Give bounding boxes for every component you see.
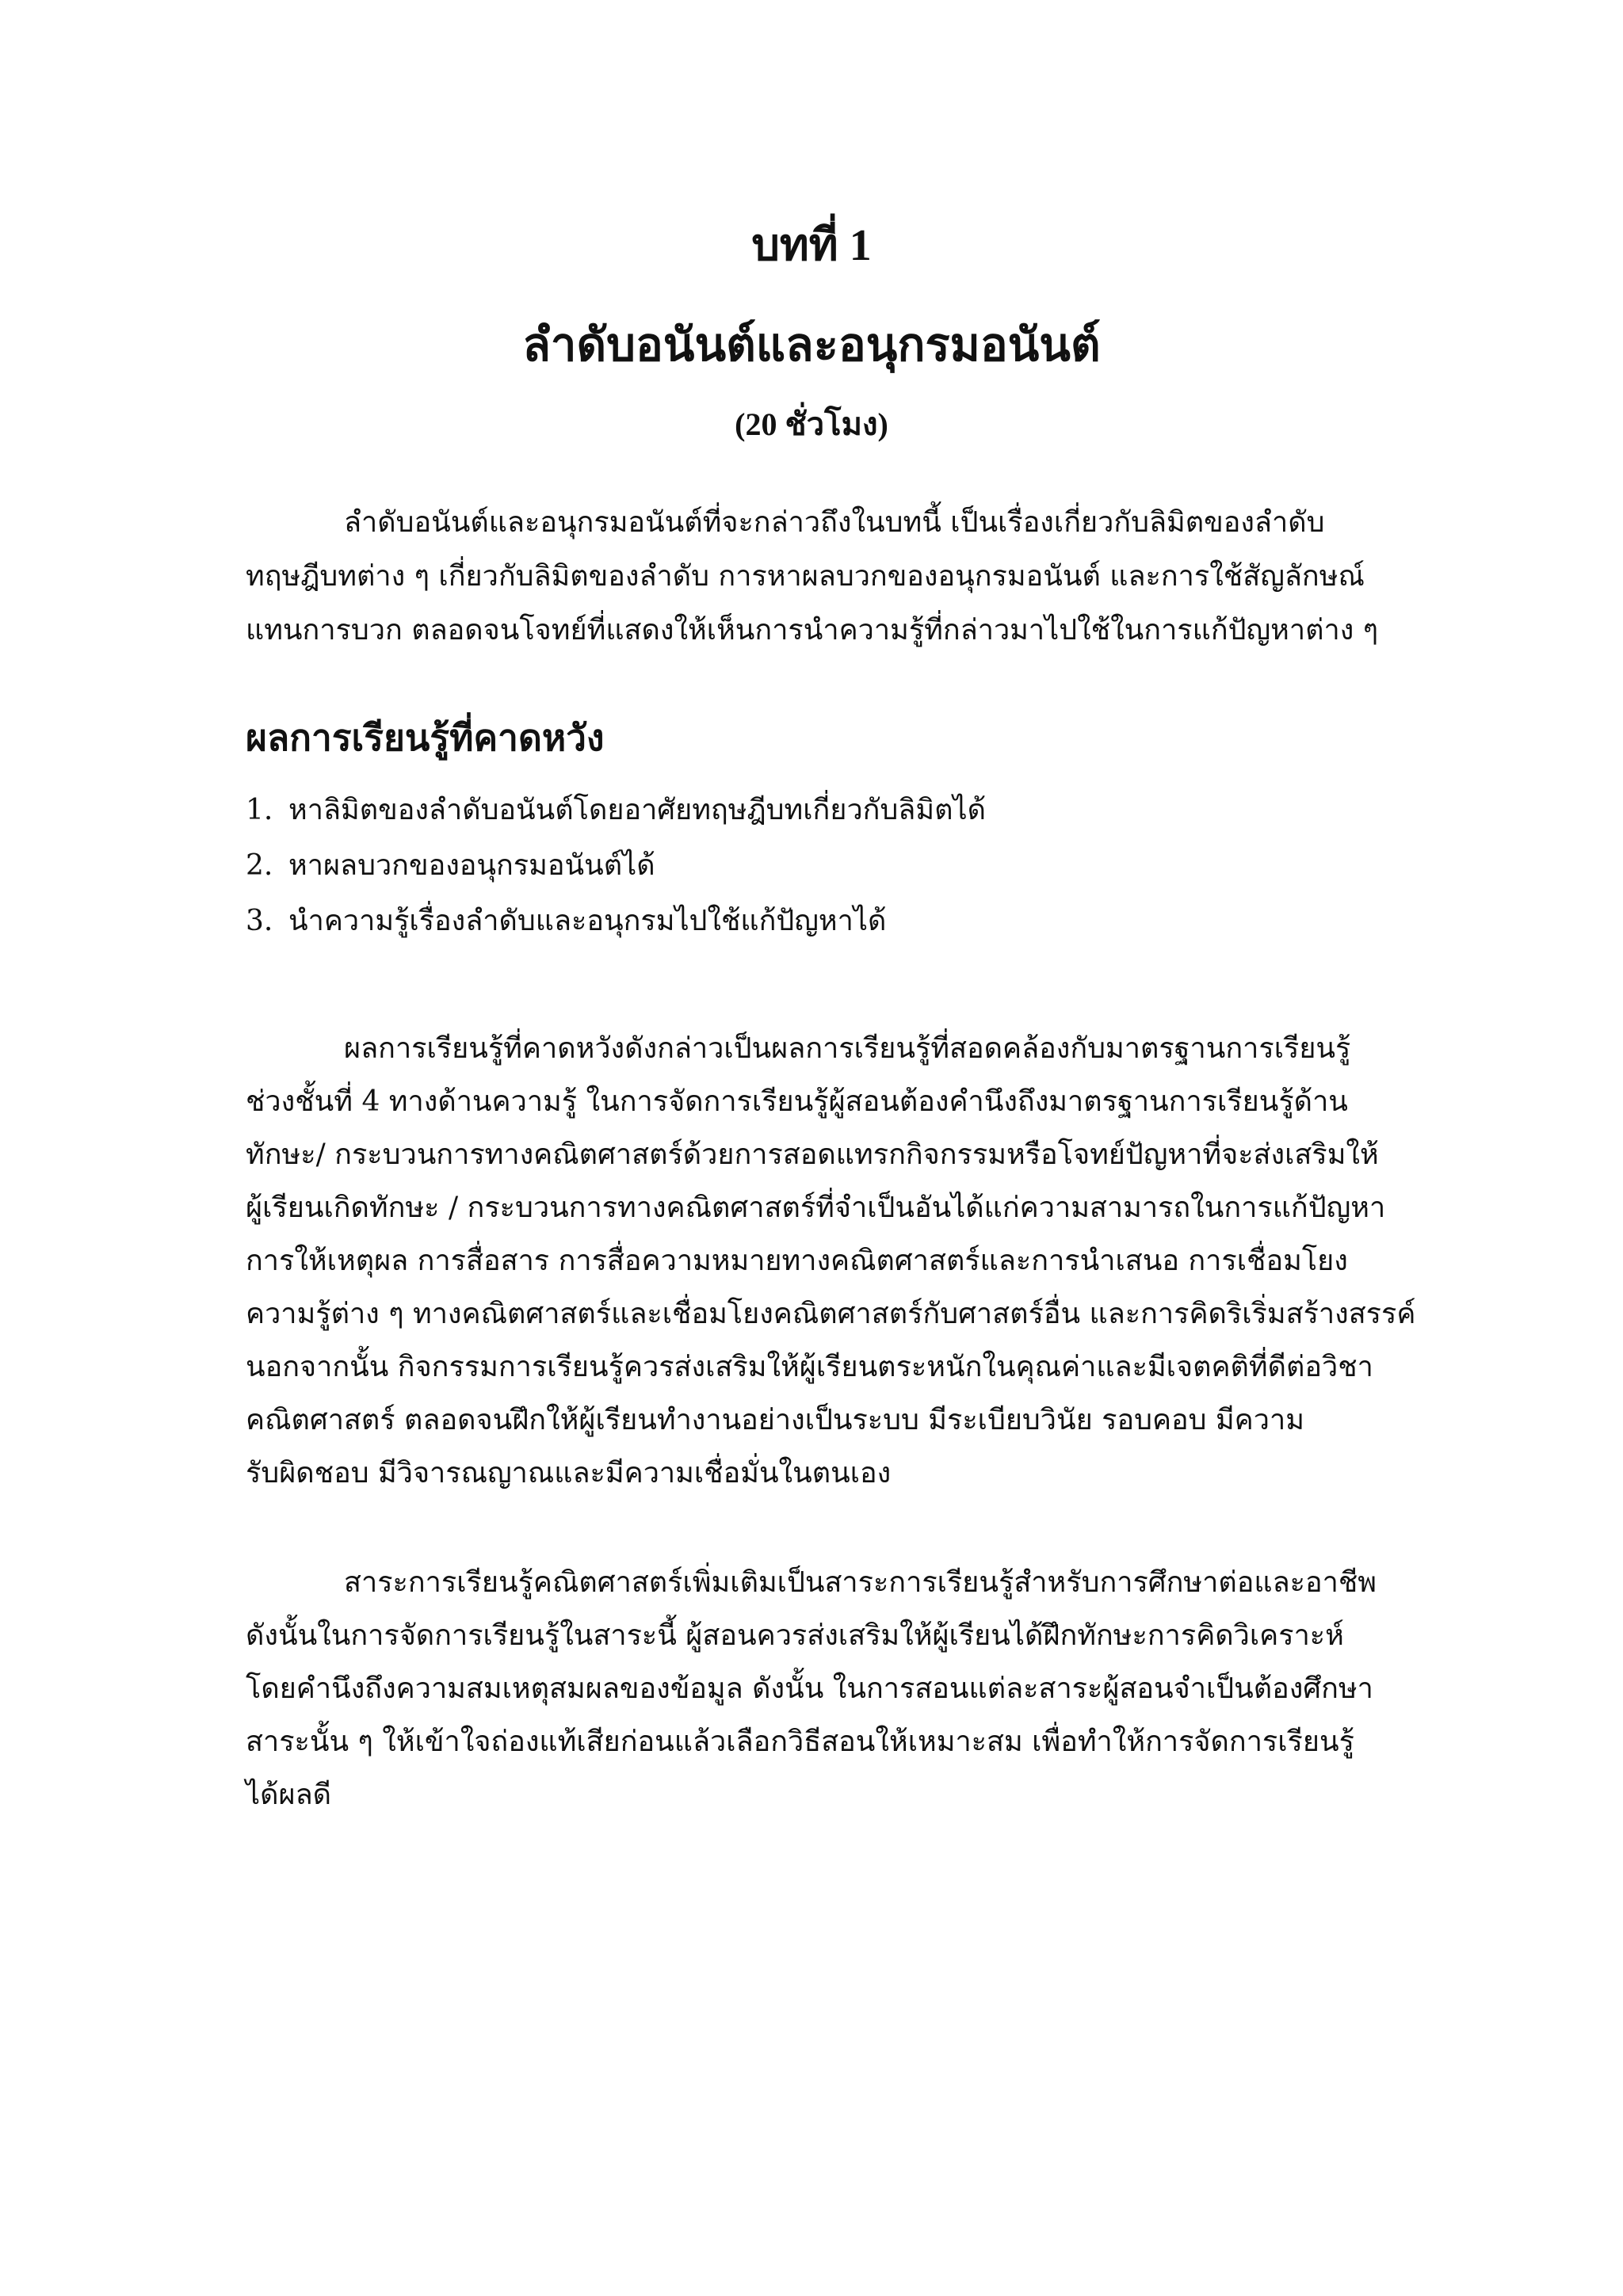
body-paragraph-standards [246,1022,1416,1500]
outcome-number: 3. [246,905,273,937]
paragraph-line: สาระนั้น ๆ ให้เข้าใจถ่องแท้เสียก่อนแล้วเลือกวิธีสอนให้เหมาะสม เพื่อทำให้การจัดการเรียนรู้ [246,1726,1354,1758]
outcome-text: นำความรู้เรื่องลำดับและอนุกรมไปใช้แก้ปัญหาได้ [288,905,887,937]
paragraph-line: สาระการเรียนรู้คณิตศาสตร์เพิ่มเติมเป็นสาระการเรียนรู้สำหรับการศึกษาต่อและอาชีพ [344,1566,1377,1599]
intro-line: แทนการบวก ตลอดจนโจทย์ที่แสดงให้เห็นการนำความรู้ที่กล่าวมาไปใช้ในการแก้ปัญหาต่าง ๆ [246,614,1379,646]
paragraph-line: ผู้เรียนเกิดทักษะ / กระบวนการทางคณิตศาสตร์ที่จำเป็นอันได้แก่ความสามารถในการแก้ปัญหา [246,1192,1386,1224]
intro-line: ทฤษฎีบทต่าง ๆ เกี่ยวกับลิมิตของลำดับ การหาผลบวกของอนุกรมอนันต์ และการใช้สัญลักษณ์ [246,560,1365,593]
chapter-title: ลำดับอนันต์และอนุกรมอนันต์ [522,319,1101,371]
section-heading-outcomes: ผลการเรียนรู้ที่คาดหวัง [246,718,605,758]
intro-line: ลำดับอนันต์และอนุกรมอนันต์ที่จะกล่าวถึงในบทนี้ เป็นเรื่องเกี่ยวกับลิมิตของลำดับ [344,506,1325,539]
paragraph-line: การให้เหตุผล การสื่อสาร การสื่อความหมายทางคณิตศาสตร์และการนำเสนอ การเชื่อมโยง [246,1245,1348,1277]
paragraph-line: รับผิดชอบ มีวิจารณญาณและมีความเชื่อมั่นในตนเอง [246,1457,892,1489]
paragraph-line: คณิตศาสตร์ ตลอดจนฝึกให้ผู้เรียนทำงานอย่างเป็นระบบ มีระเบียบวินัย รอบคอบ มีความ [246,1404,1304,1436]
paragraph-line: นอกจากนั้น กิจกรรมการเรียนรู้ควรส่งเสริมให้ผู้เรียนตระหนักในคุณค่าและมีเจตคติที่ดีต่อวิชา [246,1351,1373,1383]
paragraph-line: ช่วงชั้นที่ 4 ทางด้านความรู้ ในการจัดการเรียนรู้ผู้สอนต้องคำนึงถึงมาตรฐานการเรียนรู้ด้าน [246,1085,1348,1118]
paragraph-line: โดยคำนึงถึงความสมเหตุสมผลของข้อมูล ดังนั้น ในการสอนแต่ละสาระผู้สอนจำเป็นต้องศึกษา [246,1672,1373,1705]
outcome-item [246,783,1379,838]
chapter-hours: (20 ชั่วโมง) [735,406,888,442]
body-paragraph-content [246,1556,1379,1821]
intro-paragraph [246,496,1379,658]
chapter-number: บทที่ 1 [751,221,872,270]
outcome-item [246,838,1379,894]
outcome-number: 1. [246,794,273,826]
paragraph-line: ความรู้ต่าง ๆ ทางคณิตศาสตร์และเชื่อมโยงคณิตศาสตร์กับศาสตร์อื่น และการคิดริเริ่มสร้างสรรค์ [246,1298,1416,1330]
paragraph-line: ดังนั้นในการจัดการเรียนรู้ในสาระนี้ ผู้สอนควรส่งเสริมให้ผู้เรียนได้ฝึกทักษะการคิดวิเคราะห์ [246,1619,1344,1652]
outcome-text: หาลิมิตของลำดับอนันต์โดยอาศัยทฤษฎีบทเกี่ยวกับลิมิตได้ [288,794,986,826]
outcome-number: 2. [246,849,273,882]
paragraph-line: ผลการเรียนรู้ที่คาดหวังดังกล่าวเป็นผลการเรียนรู้ที่สอดคล้องกับมาตรฐานการเรียนรู้ [344,1032,1351,1065]
outcome-text: หาผลบวกของอนุกรมอนันต์ได้ [288,849,655,882]
paragraph-line: ทักษะ/ กระบวนการทางคณิตศาสตร์ด้วยการสอดแทรกกิจกรรมหรือโจทย์ปัญหาที่จะส่งเสริมให้ [246,1138,1379,1171]
paragraph-line: ได้ผลดี [246,1779,332,1811]
outcomes-list [246,783,1379,949]
outcome-item [246,894,1379,949]
